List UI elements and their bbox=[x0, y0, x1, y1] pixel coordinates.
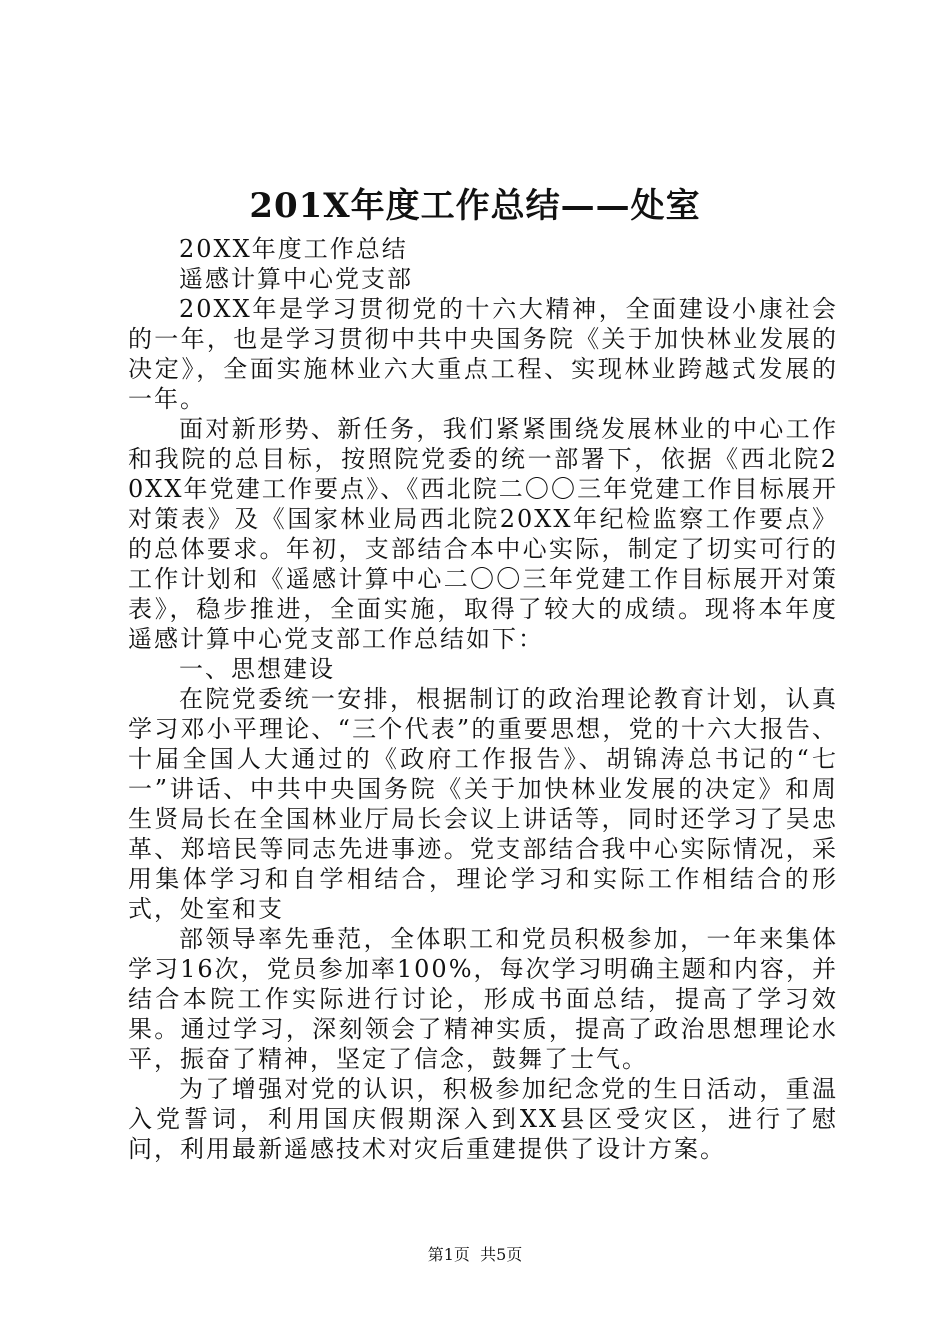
page-number: 第1页 bbox=[427, 1245, 470, 1264]
paragraph-results: 部领导率先垂范，全体职工和党员积极参加，一年来集体学习16次，党员参加率100%，每次学习明确主题和内容，并结合本院工作实际进行讨论，形成书面总结，提高了学习效果。通过学习，深刻领会了精神实质，提高了政治思想理论水平，振奋了精神，坚定了信念，鼓舞了士气。 bbox=[128, 925, 838, 1073]
paragraph-organization: 遥感计算中心党支部 bbox=[179, 265, 413, 293]
document-title: 201X年度工作总结——处室 bbox=[249, 186, 701, 226]
paragraph-study: 在院党委统一安排，根据制订的政治理论教育计划，认真学习邓小平理论、“三个代表”的重要思想，党的十六大报告、十届全国人大通过的《政府工作报告》、胡锦涛总书记的“七一”讲话、中共中央国务院《关于加快林业发展的决定》和周生贤局长在全国林业厅局长会议上讲话等，同时还学习了吴忠革、郑培民等同志先进事迹。党支部结合我中心实际情况，采用集体学习和自学相结合，理论学习和实际工作相结合的形式，处室和支 bbox=[128, 685, 838, 923]
paragraph-overview: 面对新形势、新任务，我们紧紧围绕发展林业的中心工作和我院的总目标，按照院党委的统一部署下，依据《西北院20XX年党建工作要点》、《西北院二〇〇三年党建工作目标展开对策表》及《国家林业局西北院20XX年纪检监察工作要点》的总体要求。年初，支部结合本中心实际，制定了切实可行的工作计划和《遥感计算中心二〇〇三年党建工作目标展开对策表》，稳步推进，全面实施，取得了较大的成绩。现将本年度遥感计算中心党支部工作总结如下： bbox=[128, 415, 838, 653]
paragraph-activities: 为了增强对党的认识，积极参加纪念党的生日活动，重温入党誓词，利用国庆假期深入到XX县区受灾区，进行了慰问，利用最新遥感技术对灾后重建提供了设计方案。 bbox=[128, 1075, 838, 1163]
section-heading-ideology: 一、思想建设 bbox=[179, 655, 335, 683]
paragraph-intro: 20XX年是学习贯彻党的十六大精神，全面建设小康社会的一年，也是学习贯彻中共中央国务院《关于加快林业发展的决定》，全面实施林业六大重点工程、实现林业跨越式发展的一年。 bbox=[128, 295, 838, 413]
document-body bbox=[128, 234, 838, 1164]
page-total: 共5页 bbox=[480, 1245, 523, 1264]
page-footer bbox=[0, 1243, 950, 1267]
paragraph-report-heading: 20XX年度工作总结 bbox=[179, 235, 408, 263]
